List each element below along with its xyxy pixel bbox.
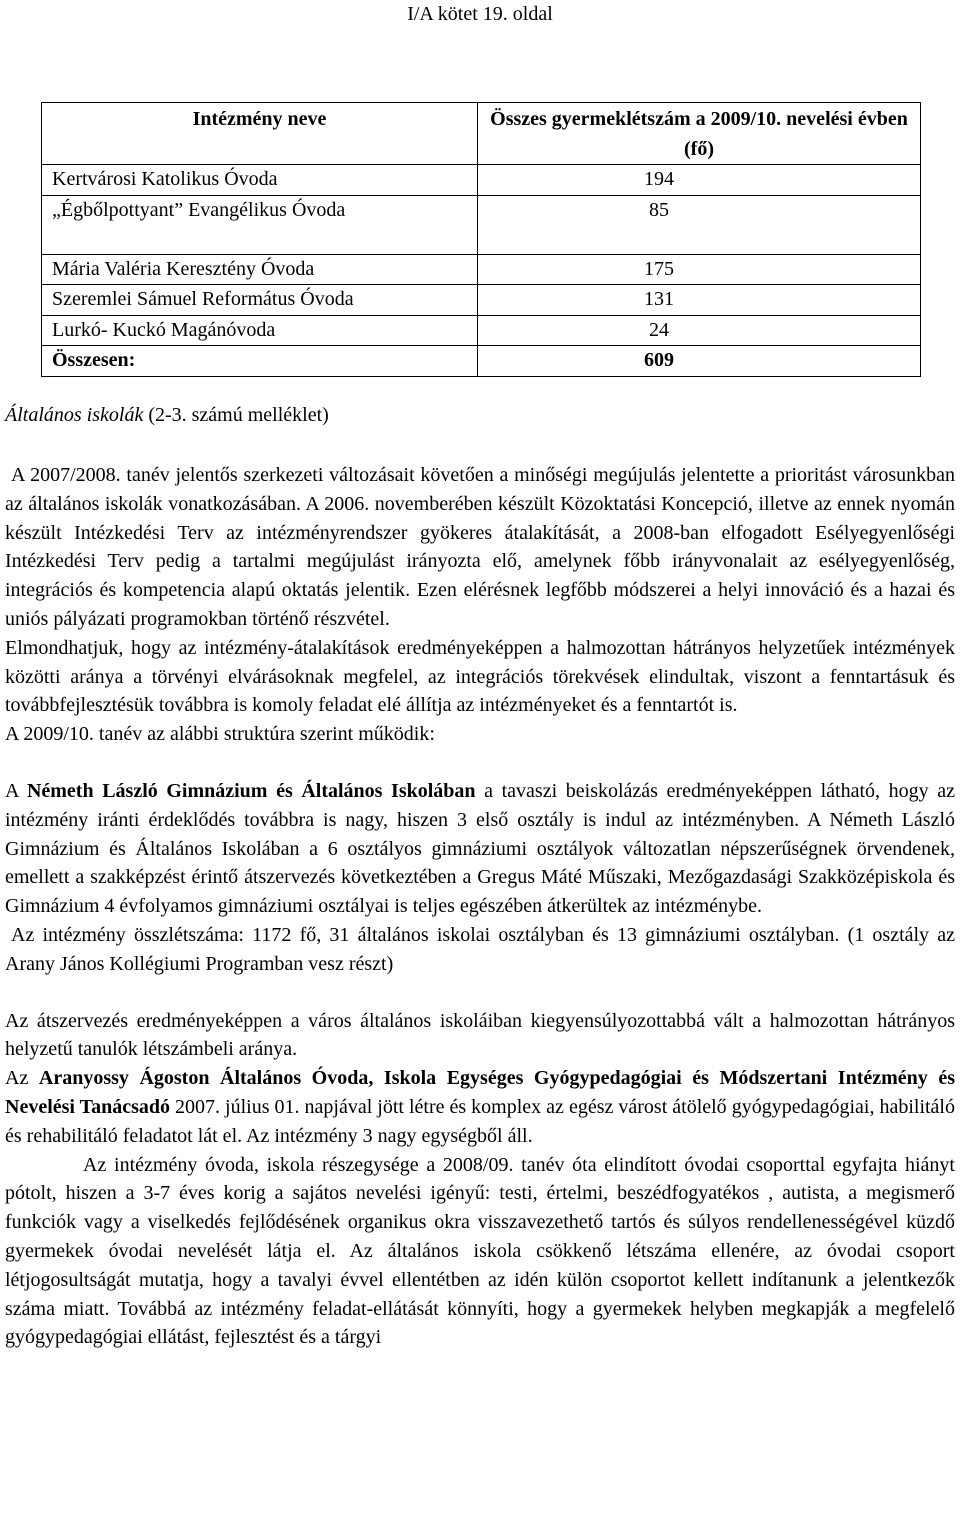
paragraph: A 2007/2008. tanév jelentős szerkezeti változásait követően a minőségi megújulás jelentette a prioritást városunkban az általános iskolák vonatkozásában. A 2006. novemberében készült Közoktatási Koncepció, illetve az ennek nyomán készült Intézkedési Terv az intézményrendszer gyökeres átalakítását, a 2008-ban elfogadott Esélyegyenlőségi Intézkedési Terv pedig a tartalmi megújulást irányozta elő, amelynek főbb irányvonalait az esélyegyenlőség, integrációs és kompetencia alapú oktatás jelentik. Ezen elérésnek legfőbb módszerei a helyi innováció és a hazai és uniós pályázati programokban történő részvétel.	[5, 464, 955, 630]
child-count: 194	[478, 165, 921, 196]
institution-name: Szeremlei Sámuel Református Óvoda	[42, 285, 478, 316]
paragraph	[5, 777, 955, 921]
child-count: 24	[478, 315, 921, 346]
table-row	[42, 165, 921, 196]
paragraph-text: a tavaszi beiskolázás eredményeképpen látható, hogy az intézmény iránti érdeklődés továbbra is nagy, hiszen 3 első osztály is indul az intézményben. A Németh László Gimnázium és Általános Iskolában a 6 osztályos gimnáziumi osztályok változatlan népszerűségnek örvendenek, emellett a szakképzést érintő átszervezés következtében a Gregus Máté Műszaki, Mezőgazdasági Szakközépiskola és Gimnázium 4 évfolyamos gimnáziumi osztályai is teljes egészében átkerültek az intézménybe.	[5, 779, 956, 918]
section-title-italic: Általános iskolák	[5, 404, 144, 426]
child-count: 131	[478, 285, 921, 316]
spacer	[5, 749, 955, 777]
paragraph: Az intézmény óvoda, iskola részegysége a 2008/09. tanév óta elindított óvodai csoporttal egyfajta hiányt pótolt, hiszen a 3-7 éves korig a sajátos nevelési igényű: testi, értelmi, beszédfogyatékos , autista, a megismerő funkciók vagy a viselkedés fejlődésének organikus okra visszavezethető tartós és súlyos rendellenességével küzdő gyermekek óvodai nevelését látja el. Az általános iskola csökkenő létszáma ellenére, az óvodai csoport létjogosultságát mutatja, hogy a tavalyi évvel ellentétben az idén külön csoportot kellett indítanunk a jelentkezők száma miatt. Továbbá az intézmény feladat-ellátását könnyíti, hogy a gyermekek helyben megkapják a megfelelő gyógypedagógiai ellátást, fejlesztést és a tárgyi	[5, 1153, 955, 1349]
document-body	[5, 461, 955, 1352]
child-count: 85	[478, 195, 921, 254]
col-header-count: Összes gyermeklétszám a 2009/10. nevelési évben (fő)	[478, 103, 921, 165]
total-label: Összesen:	[42, 346, 478, 377]
institution-name-bold: Aranyossy Ágoston Általános Óvoda, Iskola Egységes Gyógypedagógiai és Módszertani Intézmény és Nevelési Tanácsadó	[5, 1067, 955, 1118]
table-row	[42, 195, 921, 254]
table-total-row	[42, 346, 921, 377]
paragraph: A 2009/10. tanév az alábbi struktúra szerint működik:	[5, 723, 435, 746]
table-row	[42, 285, 921, 316]
section-title-rest: (2-3. számú melléklet)	[143, 404, 329, 426]
spacer	[5, 979, 955, 1007]
institution-name: Lurkó- Kuckó Magánóvoda	[42, 315, 478, 346]
page-header	[0, 0, 960, 28]
col-header-name: Intézmény neve	[42, 103, 478, 165]
institution-name: Kertvárosi Katolikus Óvoda	[42, 165, 478, 196]
paragraph	[5, 1064, 955, 1150]
paragraph: Elmondhatjuk, hogy az intézmény-átalakítások eredményeképpen a halmozottan hátrányos helyzetűek intézmények közötti aránya a törvényi elvárásoknak megfelel, az integrációs törekvések elindultak, viszont a fenntartásuk és továbbfejlesztésük továbbra is komoly feladat elé állítja az intézményeket és a fenntartót is.	[5, 636, 955, 717]
kindergarten-table	[41, 102, 921, 377]
institution-name: Mária Valéria Keresztény Óvoda	[42, 254, 478, 285]
section-title	[5, 401, 329, 430]
institution-name-bold: Németh László Gimnázium és Általános Iskolában	[26, 779, 476, 802]
table-header-row	[42, 103, 921, 165]
total-value: 609	[478, 346, 921, 377]
table-row	[42, 315, 921, 346]
paragraph: Az intézmény összlétszáma: 1172 fő, 31 általános iskolai osztályban és 13 gimnáziumi osztályban. (1 osztály az Arany János Kollégiumi Programban vesz részt)	[5, 923, 955, 975]
institution-name: „Égbőlpottyant” Evangélikus Óvoda	[42, 195, 478, 254]
table-row	[42, 254, 921, 285]
paragraph-text: Az	[5, 1067, 39, 1090]
page-label: I/A kötet 19. oldal	[407, 3, 553, 25]
paragraph-text: 2007. július 01. napjával jött létre és komplex az egész várost átölelő gyógypedagógiai, habilitáló és rehabilitáló feladatot lát el. Az intézmény 3 nagy egységből áll.	[5, 1095, 955, 1147]
child-count: 175	[478, 254, 921, 285]
paragraph: Az átszervezés eredményeképpen a város általános iskoláiban kiegyensúlyozottabbá vált a halmozottan hátrányos helyzetű tanulók létszámbeli aránya.	[5, 1009, 955, 1061]
paragraph-text: A	[5, 779, 27, 802]
